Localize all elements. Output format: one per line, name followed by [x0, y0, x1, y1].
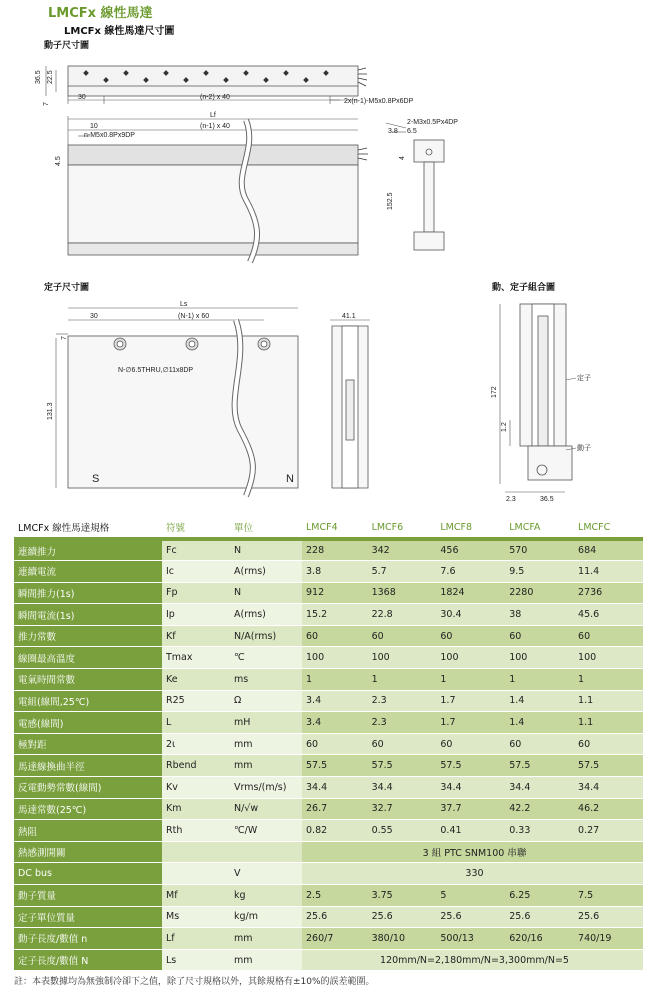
spec-symbol-cell: Kv: [162, 777, 230, 799]
table-row: [14, 755, 643, 777]
spec-value-cell: 0.41: [436, 820, 505, 842]
header-lmcfa: LMCFA: [505, 517, 574, 539]
spec-value-cell: 11.4: [574, 561, 643, 583]
spec-value-cell: 0.55: [368, 820, 437, 842]
page-title: LMCFx 線性馬達: [48, 6, 153, 21]
spec-name-cell: 電氣時間常數: [14, 669, 162, 691]
dim-1-2: 1.2: [501, 422, 508, 432]
spec-value-cell: 100: [302, 647, 368, 669]
spec-name-cell: 定子長度/數值 N: [14, 949, 162, 971]
spec-value-cell: 2.3: [368, 690, 437, 712]
spec-value-cell: 22.8: [368, 604, 437, 626]
spec-unit-cell: N: [230, 539, 302, 561]
spec-unit-cell: mH: [230, 712, 302, 734]
spec-name-cell: 瞬間推力(1s): [14, 582, 162, 604]
stator-dim-7: 7: [61, 336, 68, 340]
assembly-drawing: [520, 304, 572, 480]
spec-symbol-cell: L: [162, 712, 230, 734]
spec-value-cell: 620/16: [505, 928, 574, 950]
spec-unit-cell: [230, 841, 302, 863]
spec-value-cell: 6.25: [505, 885, 574, 907]
spec-value-cell: 34.4: [368, 777, 437, 799]
spec-value-cell: 25.6: [302, 906, 368, 928]
spec-value-cell: 570: [505, 539, 574, 561]
spec-unit-cell: mm: [230, 928, 302, 950]
spec-name-cell: 推力常數: [14, 625, 162, 647]
table-row: [14, 798, 643, 820]
dim-131-3: 131.3: [47, 402, 54, 420]
spec-symbol-cell: Mf: [162, 885, 230, 907]
spec-value-cell: 26.7: [302, 798, 368, 820]
spec-value-cell: 45.6: [574, 604, 643, 626]
dim-30: 30: [78, 94, 86, 101]
table-row: [14, 561, 643, 583]
spec-value-cell: 60: [436, 733, 505, 755]
spec-unit-cell: V: [230, 863, 302, 885]
spec-unit-cell: A(rms): [230, 561, 302, 583]
dim-7: 7: [43, 102, 50, 106]
spec-symbol-cell: Rth: [162, 820, 230, 842]
spec-unit-cell: N: [230, 582, 302, 604]
spec-value-cell: 1.4: [505, 690, 574, 712]
spec-name-cell: 反電動勢常數(線間): [14, 777, 162, 799]
dim-10: 10: [90, 123, 98, 130]
spec-value-cell: 60: [368, 625, 437, 647]
dim-41-1: 41.1: [342, 313, 356, 320]
spec-value-cell: 380/10: [368, 928, 437, 950]
spec-value-cell: 57.5: [574, 755, 643, 777]
holes-side-callout: 2-M3x0.5Px4DP: [407, 119, 458, 126]
spec-symbol-cell: Rbend: [162, 755, 230, 777]
spec-value-cell: 228: [302, 539, 368, 561]
dim-4: 4: [399, 156, 406, 160]
spec-symbol-cell: Ms: [162, 906, 230, 928]
spec-unit-cell: Vrms/(m/s): [230, 777, 302, 799]
table-row: [14, 863, 643, 885]
spec-unit-cell: kg/m: [230, 906, 302, 928]
table-row: [14, 885, 643, 907]
spec-value-cell: 1: [302, 669, 368, 691]
spec-value-cell: 912: [302, 582, 368, 604]
spec-value-cell: 1: [505, 669, 574, 691]
spec-unit-cell: N/√w: [230, 798, 302, 820]
spec-symbol-cell: Ke: [162, 669, 230, 691]
spec-symbol-cell: Tmax: [162, 647, 230, 669]
spec-value-cell: 57.5: [302, 755, 368, 777]
spec-value-cell: 0.27: [574, 820, 643, 842]
label-mover: 動子: [577, 445, 591, 452]
spec-value-cell: 57.5: [436, 755, 505, 777]
spec-name-cell: 連續電流: [14, 561, 162, 583]
mover-top-view: [68, 66, 367, 96]
spec-symbol-cell: Fc: [162, 539, 230, 561]
spec-name-cell: 定子單位質量: [14, 906, 162, 928]
spec-symbol-cell: Ic: [162, 561, 230, 583]
spec-symbol-cell: Kf: [162, 625, 230, 647]
dim-n2x40: (n-2) x 40: [200, 94, 230, 101]
spec-value-cell: 38: [505, 604, 574, 626]
spec-name-cell: 線圈最高溫度: [14, 647, 162, 669]
table-row: [14, 539, 643, 561]
spec-symbol-cell: Fp: [162, 582, 230, 604]
spec-name-cell: 連續推力: [14, 539, 162, 561]
spec-name-cell: 電感(線間): [14, 712, 162, 734]
mover-body: [68, 145, 368, 255]
spec-value-cell: 7.5: [574, 885, 643, 907]
spec-value-cell: 7.6: [436, 561, 505, 583]
spec-value-cell: 25.6: [368, 906, 437, 928]
spec-value-cell: 60: [505, 733, 574, 755]
footnote: 註：本表數據均為無強制冷卻下之值，除了尺寸規格以外，其餘規格有±10%的誤差範圍。: [14, 977, 375, 986]
spec-unit-cell: mm: [230, 733, 302, 755]
stator-holes-callout: N-∅6.5THRU,∅11x8DP: [118, 367, 194, 374]
spec-symbol-cell: Km: [162, 798, 230, 820]
table-row: [14, 906, 643, 928]
header-lmcfc: LMCFC: [574, 517, 643, 539]
spec-value-cell: 1824: [436, 582, 505, 604]
table-row: [14, 928, 643, 950]
spec-value-cell: 3.75: [368, 885, 437, 907]
dim-6-5: 6.5: [407, 128, 417, 135]
spec-value-cell: 1: [436, 669, 505, 691]
spec-symbol-cell: [162, 863, 230, 885]
spec-value-cell: 100: [505, 647, 574, 669]
spec-value-cell: 3.4: [302, 712, 368, 734]
spec-span-value-cell: 120mm/N=2,180mm/N=3,300mm/N=5: [302, 949, 643, 971]
table-row: [14, 820, 643, 842]
spec-value-cell: 60: [302, 733, 368, 755]
table-row: [14, 647, 643, 669]
spec-value-cell: 456: [436, 539, 505, 561]
dim-lf: Lf: [210, 112, 216, 119]
header-unit: 單位: [230, 517, 302, 539]
dim-172: 172: [491, 386, 498, 398]
spec-value-cell: 100: [436, 647, 505, 669]
spec-value-cell: 15.2: [302, 604, 368, 626]
spec-value-cell: 60: [302, 625, 368, 647]
spec-value-cell: 60: [505, 625, 574, 647]
dim-n1x60: (N-1) x 60: [178, 313, 210, 320]
dim-36-5: 36.5: [35, 70, 42, 84]
table-row: [14, 712, 643, 734]
stator-end-profile: [332, 326, 368, 488]
table-row: [14, 690, 643, 712]
spec-value-cell: 5: [436, 885, 505, 907]
spec-value-cell: 60: [368, 733, 437, 755]
spec-span-value-cell: 3 組 PTC SNM100 串聯: [302, 841, 643, 863]
spec-symbol-cell: Ls: [162, 949, 230, 971]
spec-value-cell: 60: [574, 733, 643, 755]
spec-value-cell: 5.7: [368, 561, 437, 583]
spec-value-cell: 1: [368, 669, 437, 691]
table-row: [14, 841, 643, 863]
spec-value-cell: 2280: [505, 582, 574, 604]
spec-unit-cell: ms: [230, 669, 302, 691]
spec-span-value-cell: 330: [302, 863, 643, 885]
assembly-dim-36-5: 36.5: [540, 496, 554, 503]
header-symbol: 符號: [162, 517, 230, 539]
spec-unit-cell: mm: [230, 755, 302, 777]
spec-value-cell: 0.33: [505, 820, 574, 842]
spec-value-cell: 1.7: [436, 690, 505, 712]
spec-name-cell: 熱阻: [14, 820, 162, 842]
spec-value-cell: 37.7: [436, 798, 505, 820]
spec-name-cell: 馬達線換曲半徑: [14, 755, 162, 777]
spec-unit-cell: kg: [230, 885, 302, 907]
spec-unit-cell: N/A(rms): [230, 625, 302, 647]
mover-end-profile: [414, 140, 444, 250]
header-lmcf6: LMCF6: [368, 517, 437, 539]
spec-value-cell: 34.4: [302, 777, 368, 799]
spec-value-cell: 30.4: [436, 604, 505, 626]
spec-value-cell: 25.6: [505, 906, 574, 928]
spec-name-cell: DC bus: [14, 863, 162, 885]
spec-value-cell: 740/19: [574, 928, 643, 950]
spec-name-cell: 極對距: [14, 733, 162, 755]
spec-value-cell: 42.2: [505, 798, 574, 820]
header-lmcf8: LMCF8: [436, 517, 505, 539]
spec-value-cell: 260/7: [302, 928, 368, 950]
spec-value-cell: 60: [574, 625, 643, 647]
spec-value-cell: 34.4: [574, 777, 643, 799]
spec-unit-cell: A(rms): [230, 604, 302, 626]
spec-symbol-cell: 2ι: [162, 733, 230, 755]
drawing-title: LMCFx 線性馬達尺寸圖: [64, 26, 175, 37]
pole-s: S: [92, 473, 100, 485]
spec-value-cell: 1.1: [574, 690, 643, 712]
spec-value-cell: 3.8: [302, 561, 368, 583]
spec-name-cell: 馬達常數(25℃): [14, 798, 162, 820]
dim-4-5: 4.5: [55, 156, 62, 166]
spec-symbol-cell: Lf: [162, 928, 230, 950]
spec-value-cell: 100: [368, 647, 437, 669]
dim-152-5: 152.5: [387, 192, 394, 210]
spec-value-cell: 9.5: [505, 561, 574, 583]
spec-unit-cell: Ω: [230, 690, 302, 712]
spec-symbol-cell: [162, 841, 230, 863]
spec-name-cell: 瞬間電流(1s): [14, 604, 162, 626]
spec-value-cell: 57.5: [505, 755, 574, 777]
table-row: [14, 777, 643, 799]
holes-top-callout: 2x(n-1)-M5x0.8Px6DP: [344, 98, 414, 105]
table-row: [14, 582, 643, 604]
spec-symbol-cell: Ip: [162, 604, 230, 626]
spec-symbol-cell: R25: [162, 690, 230, 712]
spec-value-cell: 1.7: [436, 712, 505, 734]
holes-bottom-callout: n-M5x0.8Px9DP: [84, 132, 135, 139]
header-spec: LMCFx 線性馬達規格: [14, 517, 162, 539]
spec-value-cell: 500/13: [436, 928, 505, 950]
dim-3-8: 3.8: [388, 128, 398, 135]
table-row: [14, 604, 643, 626]
spec-value-cell: 25.6: [436, 906, 505, 928]
table-row: [14, 669, 643, 691]
dim-22-5: 22.5: [47, 70, 54, 84]
spec-value-cell: 32.7: [368, 798, 437, 820]
spec-value-cell: 34.4: [505, 777, 574, 799]
spec-value-cell: 1: [574, 669, 643, 691]
spec-name-cell: 電組(線間,25℃): [14, 690, 162, 712]
spec-value-cell: 1.4: [505, 712, 574, 734]
table-row: [14, 733, 643, 755]
dim-2-3: 2.3: [506, 496, 516, 503]
spec-value-cell: 3.4: [302, 690, 368, 712]
spec-header-row: [14, 517, 643, 539]
spec-unit-cell: ℃/W: [230, 820, 302, 842]
spec-value-cell: 57.5: [368, 755, 437, 777]
spec-body: [14, 539, 643, 971]
spec-name-cell: 動子質量: [14, 885, 162, 907]
table-row: [14, 625, 643, 647]
pole-n: N: [286, 473, 294, 485]
table-row: [14, 949, 643, 971]
spec-value-cell: 1368: [368, 582, 437, 604]
stator-section-label: 定子尺寸圖: [44, 283, 90, 293]
spec-value-cell: 342: [368, 539, 437, 561]
spec-value-cell: 100: [574, 647, 643, 669]
spec-value-cell: 46.2: [574, 798, 643, 820]
dim-ls: Ls: [180, 301, 188, 308]
spec-name-cell: 熱感測開關: [14, 841, 162, 863]
spec-value-cell: 684: [574, 539, 643, 561]
spec-value-cell: 25.6: [574, 906, 643, 928]
spec-value-cell: 34.4: [436, 777, 505, 799]
label-stator: 定子: [577, 375, 591, 382]
spec-name-cell: 動子長度/數值 n: [14, 928, 162, 950]
assembly-section-label: 動、定子組合圖: [492, 283, 556, 293]
mover-section-label: 動子尺寸圖: [44, 41, 90, 51]
spec-value-cell: 1.1: [574, 712, 643, 734]
header-lmcf4: LMCF4: [302, 517, 368, 539]
spec-unit-cell: mm: [230, 949, 302, 971]
stator-dim-30: 30: [90, 313, 98, 320]
stator-body: [68, 336, 298, 488]
spec-value-cell: 2.5: [302, 885, 368, 907]
spec-unit-cell: ℃: [230, 647, 302, 669]
spec-value-cell: 60: [436, 625, 505, 647]
spec-value-cell: 2736: [574, 582, 643, 604]
spec-value-cell: 0.82: [302, 820, 368, 842]
spec-table: [14, 517, 643, 971]
spec-value-cell: 2.3: [368, 712, 437, 734]
dim-n1x40: (n-1) x 40: [200, 123, 230, 130]
